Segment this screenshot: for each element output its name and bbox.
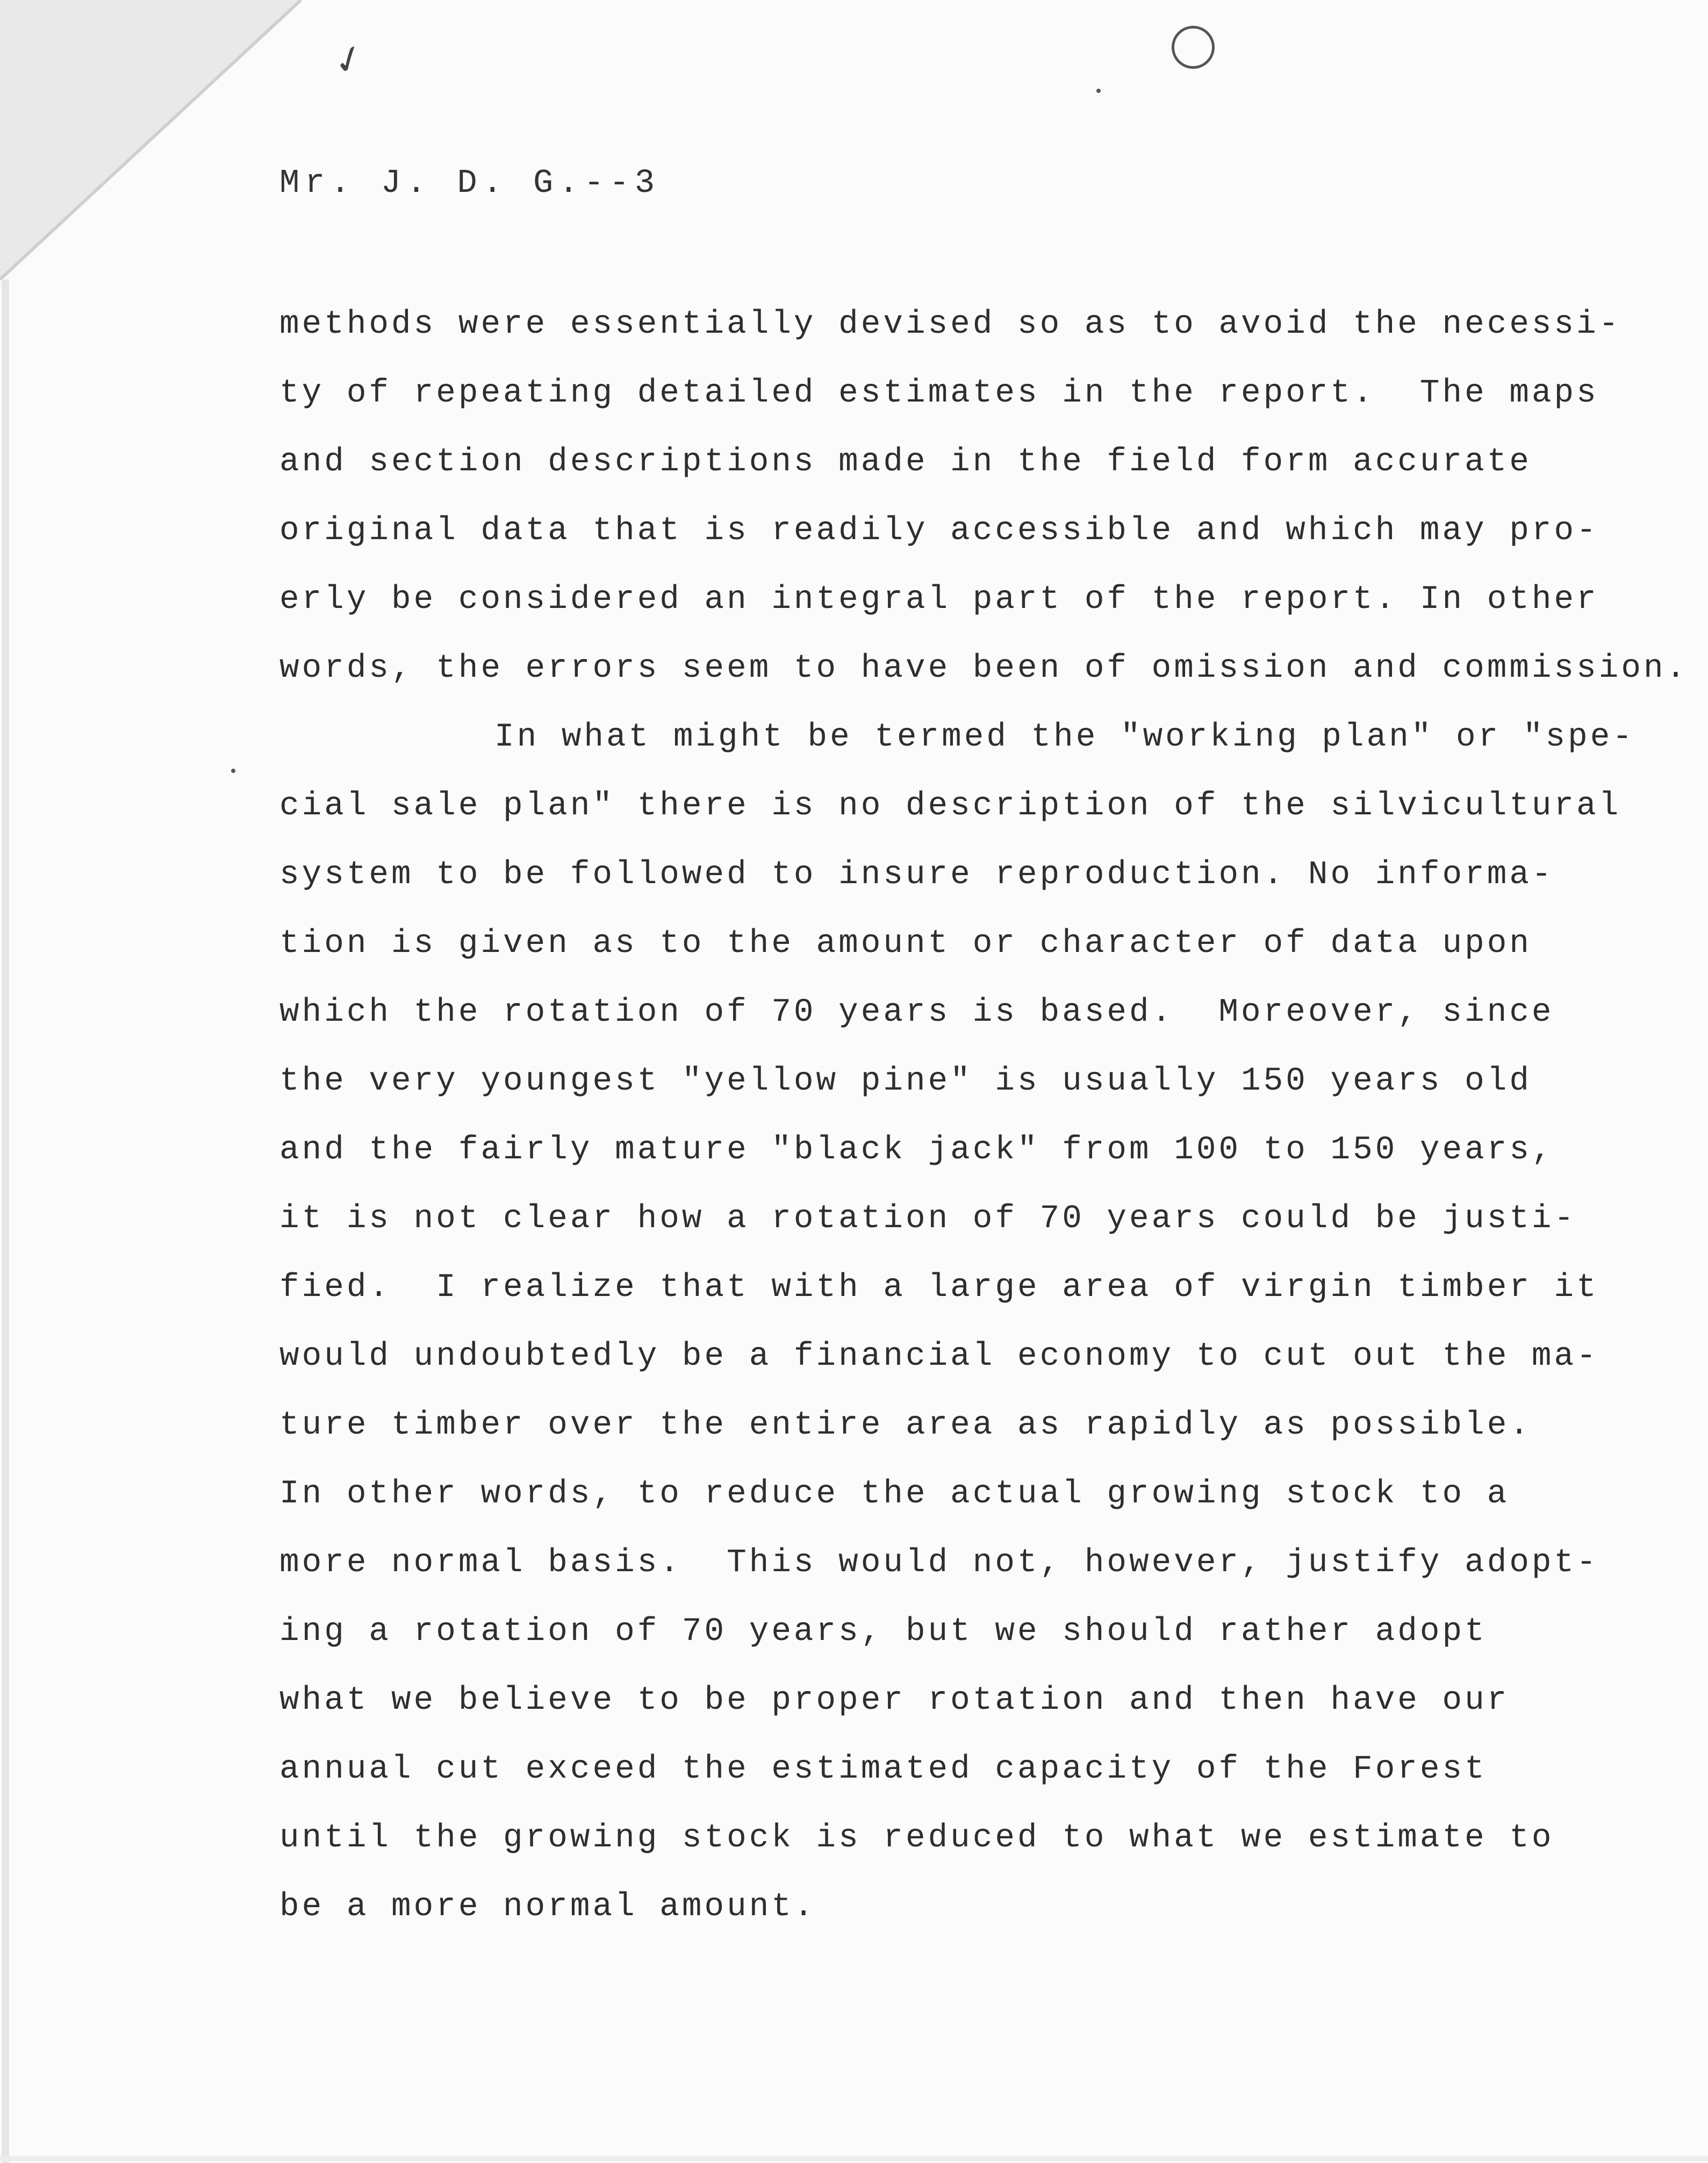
body-line: until the growing stock is reduced to what we estimate to <box>279 1820 1554 1857</box>
body-line: In what might be termed the "working plan" or "spe- <box>494 719 1635 756</box>
body-line: ture timber over the entire area as rapidly as possible. <box>279 1407 1532 1444</box>
body-line: it is not clear how a rotation of 70 years could be justi- <box>279 1200 1577 1237</box>
punch-hole-icon <box>1172 26 1215 69</box>
body-line: be a more normal amount. <box>279 1888 816 1925</box>
body-line: methods were essentially devised so as to avoid the necessi- <box>279 306 1621 343</box>
body-line: words, the errors seem to have been of omission and commission. <box>279 650 1689 687</box>
body-line: more normal basis. This would not, however, justify adopt- <box>279 1544 1599 1581</box>
body-line: and section descriptions made in the field form accurate <box>279 443 1532 481</box>
body-line: fied. I realize that with a large area of virgin timber it <box>279 1269 1599 1306</box>
ink-speck <box>1096 89 1101 93</box>
letter-body <box>279 290 1689 1942</box>
body-line: what we believe to be proper rotation and then have our <box>279 1682 1510 1719</box>
body-line: ty of repeating detailed estimates in the report. The maps <box>279 375 1599 412</box>
body-line: the very youngest "yellow pine" is usually 150 years old <box>279 1063 1532 1100</box>
ink-speck <box>231 769 235 773</box>
body-line: and the fairly mature "black jack" from 100 to 150 years, <box>279 1131 1554 1169</box>
body-line: In other words, to reduce the actual growing stock to a <box>279 1476 1510 1513</box>
body-line: tion is given as to the amount or character of data upon <box>279 925 1532 962</box>
body-line: ing a rotation of 70 years, but we should rather adopt <box>279 1613 1487 1650</box>
body-line: cial sale plan" there is no description of the silvicultural <box>279 787 1621 825</box>
body-line: which the rotation of 70 years is based. Moreover, since <box>279 994 1554 1031</box>
body-line: original data that is readily accessible and which may pro- <box>279 512 1599 549</box>
body-line: system to be followed to insure reproduction. No informa- <box>279 856 1554 893</box>
body-line: would undoubtedly be a financial economy to cut out the ma- <box>279 1338 1599 1375</box>
body-line: annual cut exceed the estimated capacity of the Forest <box>279 1751 1487 1788</box>
check-mark-icon: ✓ <box>326 33 371 86</box>
page-header: Mr. J. D. G.--3 <box>279 164 661 202</box>
body-line: erly be considered an integral part of the report. In other <box>279 581 1599 618</box>
